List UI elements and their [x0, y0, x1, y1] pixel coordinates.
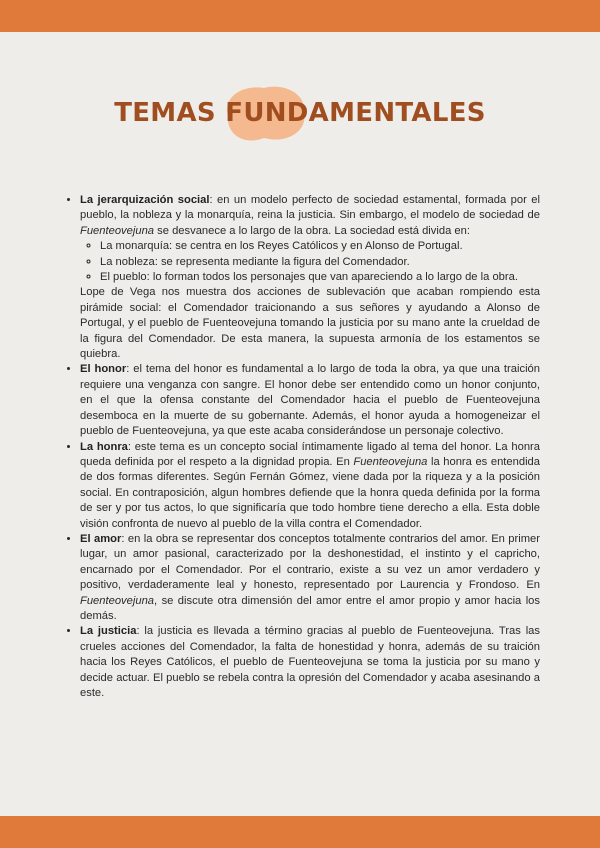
topic-text: : en la obra se representar dos conceptos totalmente contrarios del amor. En primer lugar, un amor pasional, caracterizado por la deshonestidad, el instinto y el capricho, encarnado por el Comendador. Por el contrario, existe a su vez un amor verdadero y positivo, verdaderamente leal y honesto, representado por Laurencia y Frondoso. En — [80, 532, 540, 592]
topic-heading: La justicia — [80, 625, 137, 638]
estamentos-list — [80, 239, 540, 285]
topic-text: : la justicia es llevada a término gracias al pueblo de Fuenteovejuna. Tras las crueles acciones del Comendador, la falta de honestidad y honra, además de su traición hacia los Reyes Católicos, el pueblo de Fuenteovejuna se toma la justicia por su mano y decide actuar. El pueblo se rebela contra la opresión del Comendador y acaba asesinando a este. — [80, 625, 540, 699]
sub-item: ◦ La nobleza: se representa mediante la figura del Comendador. — [100, 255, 540, 270]
topic-justicia — [80, 624, 540, 701]
topic-text: la honra es entendida de dos formas diferentes. Según Fernán Gómez, viene dada por la riqueza y a la posición social. En contraposición, algun hombres defiende que la honra queda definida por la forma de ser y por tus actos, lo que significaría que todo hombre tiene derecho a ella. Esta doble visión confronta de nuevo al pueblo de la villa contra el Comendador. — [80, 455, 540, 530]
topic-italic: Fuenteovejuna — [80, 224, 155, 237]
sub-item: ◦ La monarquía: se centra en los Reyes Católicos y en Alonso de Portugal. — [100, 239, 540, 254]
sub-item: ◦ El pueblo: lo forman todos los personajes que van apareciendo a lo largo de la obra. — [100, 270, 540, 285]
top-color-band — [0, 0, 600, 32]
bottom-color-band — [0, 816, 600, 848]
topic-text: se desvanece a lo largo de la obra. La sociedad está divida en: — [154, 224, 470, 237]
topic-italic: Fuenteovejuna — [353, 455, 428, 468]
topic-amor — [80, 532, 540, 624]
topic-heading: El honor — [80, 363, 127, 376]
topic-honor — [80, 362, 540, 439]
topics-list — [64, 193, 540, 701]
topic-paragraph: Lope de Vega nos muestra dos acciones de sublevación que acaban rompiendo esta pirámide social: el Comendador traicionando a sus señores y ayudando a Alonso de Portugal, y el pueblo de Fuenteovejuna tomando la justicia por su mano ante la crueldad de la figura del Comendador. De esta manera, la supuesta armonía de los estamentos se quiebra. — [80, 286, 540, 361]
page-title: TEMAS FUNDAMENTALES — [114, 98, 486, 128]
topic-text: : en un modelo perfecto de sociedad estamental, formada por el pueblo, la nobleza y la monarquía, reina la justicia. Sin embargo, el modelo de sociedad de — [80, 194, 540, 222]
topic-heading: El amor — [80, 532, 122, 545]
topics-content — [64, 193, 540, 701]
topic-jerarquizacion — [80, 193, 540, 362]
topic-text: , se discute otra dimensión del amor entre el amor propio y amor hacia los demás. — [80, 594, 540, 622]
topic-heading: La honra — [80, 440, 128, 453]
topic-text: : el tema del honor es fundamental a lo largo de toda la obra, ya que una traición requiere una venganza con sangre. El honor debe ser entendido como un honor conjunto, en el que la ofensa constante del Comendador hacia el pueblo de Fuenteovejuna desemboca en la muerte de su gobernante. Además, el honor ayuda a homogeneizar el pueblo de Fuenteovejuna, ya que este acaba considerándose un personaje colectivo. — [80, 363, 540, 438]
topic-italic: Fuenteovejuna — [80, 594, 155, 607]
topic-text: : este tema es un concepto social íntimamente ligado al tema del honor. La honra queda definida por el respeto a la dignidad propia. En — [80, 440, 541, 468]
topic-heading: La jerarquización social — [80, 194, 210, 206]
topic-honra — [80, 440, 540, 532]
